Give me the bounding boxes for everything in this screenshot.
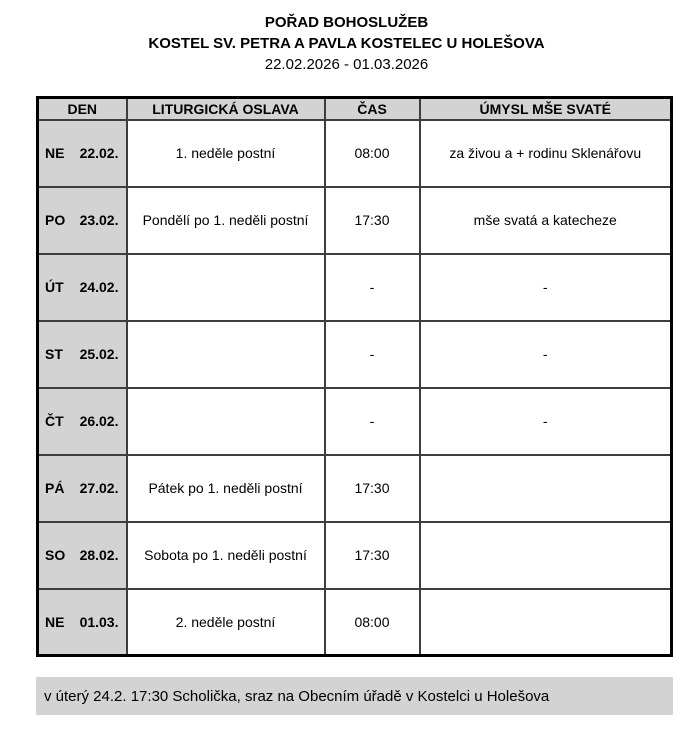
day-date: 01.03.	[79, 613, 119, 630]
date-range: 22.02.2026 - 01.03.2026	[264, 56, 429, 73]
time-cell: -	[325, 254, 420, 321]
announcement-note	[36, 677, 673, 715]
day-label	[39, 547, 126, 563]
table-row	[38, 321, 672, 388]
celebration-cell: Pátek po 1. neděli postní	[127, 455, 325, 522]
day-date: 23.02.	[79, 212, 119, 228]
day-abbrev: SO	[45, 547, 66, 563]
day-date: 25.02.	[79, 346, 119, 362]
column-header-den: DEN	[38, 98, 127, 120]
day-label	[39, 413, 126, 429]
day-label	[39, 480, 126, 496]
celebration-cell	[127, 388, 325, 455]
intention-cell	[420, 522, 672, 589]
time-cell: 08:00	[325, 589, 420, 656]
table-row	[38, 455, 672, 522]
day-cell	[38, 388, 127, 455]
day-date: 28.02.	[79, 547, 119, 563]
time-cell: 17:30	[325, 187, 420, 254]
document-title: POŘAD BOHOSLUŽEB	[264, 14, 429, 31]
day-cell	[38, 455, 127, 522]
day-abbrev: ST	[45, 346, 63, 362]
intention-cell	[420, 455, 672, 522]
day-cell	[38, 589, 127, 656]
table-row	[38, 254, 672, 321]
intention-cell: -	[420, 321, 672, 388]
day-cell	[38, 254, 127, 321]
intention-cell: za živou a + rodinu Sklenářovu	[420, 120, 672, 187]
table-header-row	[38, 98, 672, 120]
document-header	[0, 12, 693, 75]
column-header-umysl-mse-svate: ÚMYSL MŠE SVATÉ	[420, 98, 672, 120]
intention-cell: -	[420, 254, 672, 321]
column-header-liturgicka-oslava: LITURGICKÁ OSLAVA	[127, 98, 325, 120]
column-header-cas: ČAS	[325, 98, 420, 120]
day-label	[39, 614, 126, 630]
day-cell	[38, 321, 127, 388]
day-cell	[38, 187, 127, 254]
celebration-cell: 2. neděle postní	[127, 589, 325, 656]
celebration-cell: 1. neděle postní	[127, 120, 325, 187]
table-row	[38, 388, 672, 455]
table-row	[38, 589, 672, 656]
announcement-text: v úterý 24.2. 17:30 Scholička, sraz na Obecním úřadě v Kostelci u Holešova	[44, 687, 550, 705]
celebration-cell	[127, 321, 325, 388]
day-abbrev: NE	[45, 145, 65, 161]
day-abbrev: ČT	[45, 413, 64, 429]
day-date: 24.02.	[79, 279, 119, 295]
celebration-cell: Pondělí po 1. neděli postní	[127, 187, 325, 254]
table-row	[38, 187, 672, 254]
day-cell	[38, 522, 127, 589]
day-cell	[38, 120, 127, 187]
day-date: 22.02.	[79, 145, 119, 161]
day-abbrev: NE	[45, 613, 65, 630]
day-abbrev: PÁ	[45, 480, 65, 496]
day-date: 27.02.	[79, 480, 119, 496]
time-cell: 17:30	[325, 455, 420, 522]
intention-cell: -	[420, 388, 672, 455]
day-abbrev: ÚT	[45, 279, 64, 295]
day-abbrev: PO	[45, 212, 66, 228]
time-cell: -	[325, 321, 420, 388]
church-name: KOSTEL SV. PETRA A PAVLA KOSTELEC U HOLEŠOVA	[148, 35, 545, 52]
table-row	[38, 120, 672, 187]
celebration-cell	[127, 254, 325, 321]
table-row	[38, 522, 672, 589]
time-cell: -	[325, 388, 420, 455]
day-date: 26.02.	[79, 413, 119, 429]
day-label	[39, 279, 126, 295]
celebration-cell: Sobota po 1. neděli postní	[127, 522, 325, 589]
intention-cell	[420, 589, 672, 656]
time-cell: 17:30	[325, 522, 420, 589]
intention-cell: mše svatá a katecheze	[420, 187, 672, 254]
day-label	[39, 212, 126, 228]
time-cell: 08:00	[325, 120, 420, 187]
schedule-table	[36, 96, 673, 657]
day-label	[39, 145, 126, 161]
day-label	[39, 346, 126, 362]
